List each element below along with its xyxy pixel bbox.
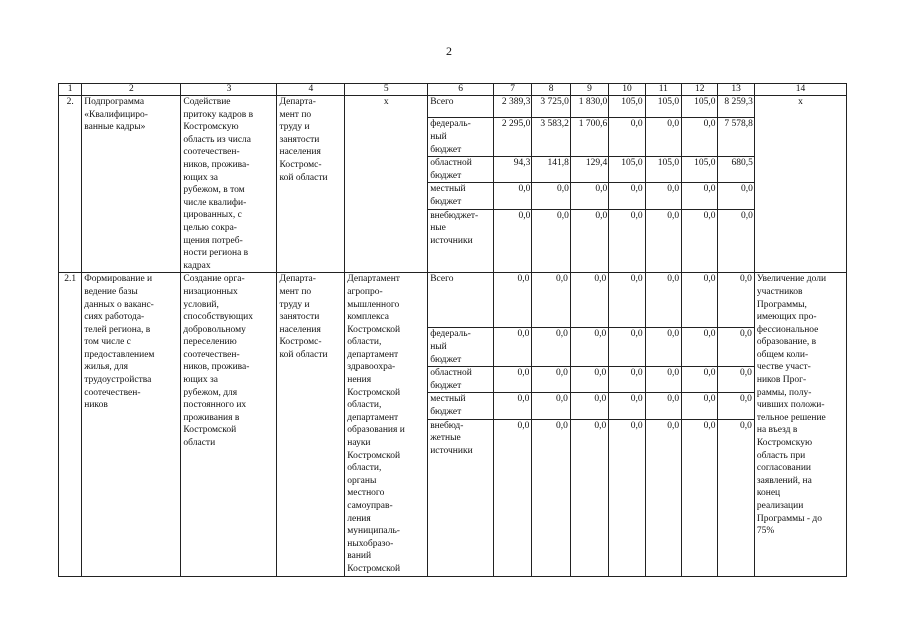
value-cell: 3 725,0 bbox=[532, 96, 570, 118]
value-cell: 0,0 bbox=[645, 393, 681, 419]
header-cell: 11 bbox=[645, 84, 681, 96]
value-cell: 0,0 bbox=[645, 419, 681, 576]
header-cell: 10 bbox=[609, 84, 645, 96]
value-cell: 0,0 bbox=[645, 328, 681, 367]
value-cell: 0,0 bbox=[718, 367, 754, 393]
value-cell: 0,0 bbox=[682, 419, 718, 576]
value-cell: 0,0 bbox=[532, 328, 570, 367]
source-label: федераль- ный бюджет bbox=[428, 328, 494, 367]
value-cell: 0,0 bbox=[493, 419, 531, 576]
value-cell: 0,0 bbox=[609, 367, 645, 393]
value-cell: 1 700,6 bbox=[570, 118, 608, 157]
value-cell: 0,0 bbox=[645, 183, 681, 209]
value-cell: 0,0 bbox=[493, 273, 531, 328]
value-cell: 3 583,2 bbox=[532, 118, 570, 157]
header-cell: 13 bbox=[718, 84, 754, 96]
value-cell: 7 578,8 bbox=[718, 118, 754, 157]
value-cell: 129,4 bbox=[570, 157, 608, 183]
goal-text: Содействие притоку кадров в Костромскую область из числа соотечествен- ников, прожива- ющих за рубежом, в том числе квалифи- цированных, с целью сокра- щения потреб- ности региона в кадрах bbox=[181, 96, 277, 273]
value-cell: 0,0 bbox=[570, 273, 608, 328]
header-cell: 3 bbox=[181, 84, 277, 96]
result-text: х bbox=[754, 96, 846, 273]
header-cell: 14 bbox=[754, 84, 846, 96]
source-label: Всего bbox=[428, 273, 494, 328]
value-cell: 0,0 bbox=[718, 393, 754, 419]
subprogram-name: Подпрограмма «Квалифициро- ванные кадры» bbox=[82, 96, 181, 273]
row-number: 2.1 bbox=[59, 273, 82, 576]
value-cell: 0,0 bbox=[718, 273, 754, 328]
value-cell: 0,0 bbox=[532, 209, 570, 273]
value-cell: 0,0 bbox=[645, 209, 681, 273]
value-cell: 0,0 bbox=[570, 419, 608, 576]
value-cell: 0,0 bbox=[609, 393, 645, 419]
value-cell: 0,0 bbox=[718, 328, 754, 367]
value-cell: 0,0 bbox=[645, 273, 681, 328]
value-cell: 141,8 bbox=[532, 157, 570, 183]
participants-text: х bbox=[345, 96, 428, 273]
header-cell: 6 bbox=[428, 84, 494, 96]
header-cell: 7 bbox=[493, 84, 531, 96]
participants-text: Департамент агропро- мышленного комплекса Костромской области, департамент здравоохра- нения Костромской области, департамент образования и науки Костромской области, органы местного самоуправ- ления муниципаль- ныхобразо- ваний Костромской bbox=[345, 273, 428, 576]
program-table bbox=[58, 83, 847, 577]
table-row bbox=[59, 273, 847, 328]
value-cell: 0,0 bbox=[532, 393, 570, 419]
value-cell: 0,0 bbox=[532, 367, 570, 393]
executor-text: Департа- мент по труду и занятости населения Костромс- кой области bbox=[277, 96, 345, 273]
value-cell: 0,0 bbox=[493, 209, 531, 273]
result-text: Увеличение доли участников Программы, имеющих про- фессиональное образование, в общем коли- честве участ- ников Прог- раммы, полу- чивших положи- тельное решение на въезд в Костромскую область при согласовании заявлений, на конец реализации Программы - до 75% bbox=[754, 273, 846, 576]
value-cell: 1 830,0 bbox=[570, 96, 608, 118]
value-cell: 0,0 bbox=[493, 328, 531, 367]
header-cell: 2 bbox=[82, 84, 181, 96]
value-cell: 0,0 bbox=[609, 183, 645, 209]
measure-name: Формирование и ведение базы данных о ваканс- сиях работода- телей региона, в том числе с предоставлением жилья, для трудоустройства соотечествен- ников bbox=[82, 273, 181, 576]
value-cell: 2 295,0 bbox=[493, 118, 531, 157]
table-row bbox=[59, 96, 847, 118]
value-cell: 0,0 bbox=[682, 367, 718, 393]
value-cell: 0,0 bbox=[682, 273, 718, 328]
value-cell: 0,0 bbox=[718, 183, 754, 209]
value-cell: 0,0 bbox=[532, 419, 570, 576]
source-label: областной бюджет bbox=[428, 367, 494, 393]
value-cell: 0,0 bbox=[532, 183, 570, 209]
source-label: Всего bbox=[428, 96, 494, 118]
value-cell: 0,0 bbox=[532, 273, 570, 328]
source-label: областной бюджет bbox=[428, 157, 494, 183]
header-cell: 1 bbox=[59, 84, 82, 96]
source-label: местный бюджет bbox=[428, 183, 494, 209]
header-cell: 8 bbox=[532, 84, 570, 96]
source-label: внебюд- жетные источники bbox=[428, 419, 494, 576]
value-cell: 0,0 bbox=[718, 419, 754, 576]
source-label: федераль- ный бюджет bbox=[428, 118, 494, 157]
value-cell: 94,3 bbox=[493, 157, 531, 183]
value-cell: 0,0 bbox=[570, 209, 608, 273]
value-cell: 0,0 bbox=[682, 209, 718, 273]
value-cell: 2 389,3 bbox=[493, 96, 531, 118]
value-cell: 0,0 bbox=[570, 328, 608, 367]
value-cell: 0,0 bbox=[570, 183, 608, 209]
value-cell: 0,0 bbox=[493, 367, 531, 393]
header-cell: 4 bbox=[277, 84, 345, 96]
value-cell: 0,0 bbox=[609, 273, 645, 328]
value-cell: 0,0 bbox=[609, 328, 645, 367]
value-cell: 0,0 bbox=[645, 118, 681, 157]
value-cell: 105,0 bbox=[609, 157, 645, 183]
value-cell: 0,0 bbox=[609, 419, 645, 576]
value-cell: 0,0 bbox=[609, 209, 645, 273]
header-cell: 5 bbox=[345, 84, 428, 96]
source-label: местный бюджет bbox=[428, 393, 494, 419]
source-label: внебюджет- ные источники bbox=[428, 209, 494, 273]
header-cell: 12 bbox=[682, 84, 718, 96]
value-cell: 0,0 bbox=[570, 367, 608, 393]
value-cell: 0,0 bbox=[493, 393, 531, 419]
value-cell: 0,0 bbox=[682, 393, 718, 419]
value-cell: 105,0 bbox=[609, 96, 645, 118]
value-cell: 105,0 bbox=[682, 157, 718, 183]
header-row bbox=[59, 84, 847, 96]
value-cell: 0,0 bbox=[493, 183, 531, 209]
row-number: 2. bbox=[59, 96, 82, 273]
value-cell: 680,5 bbox=[718, 157, 754, 183]
value-cell: 105,0 bbox=[645, 96, 681, 118]
page-number: 2 bbox=[446, 44, 452, 58]
value-cell: 0,0 bbox=[570, 393, 608, 419]
value-cell: 0,0 bbox=[682, 118, 718, 157]
value-cell: 0,0 bbox=[645, 367, 681, 393]
value-cell: 0,0 bbox=[682, 328, 718, 367]
executor-text: Департа- мент по труду и занятости населения Костромс- кой области bbox=[277, 273, 345, 576]
value-cell: 0,0 bbox=[718, 209, 754, 273]
value-cell: 0,0 bbox=[609, 118, 645, 157]
value-cell: 8 259,3 bbox=[718, 96, 754, 118]
header-cell: 9 bbox=[570, 84, 608, 96]
value-cell: 0,0 bbox=[682, 183, 718, 209]
value-cell: 105,0 bbox=[682, 96, 718, 118]
value-cell: 105,0 bbox=[645, 157, 681, 183]
goal-text: Создание орга- низационных условий, способствующих добровольному переселению соотечествен- ников, прожива- ющих за рубежом, для постоянного их проживания в Костромской области bbox=[181, 273, 277, 576]
